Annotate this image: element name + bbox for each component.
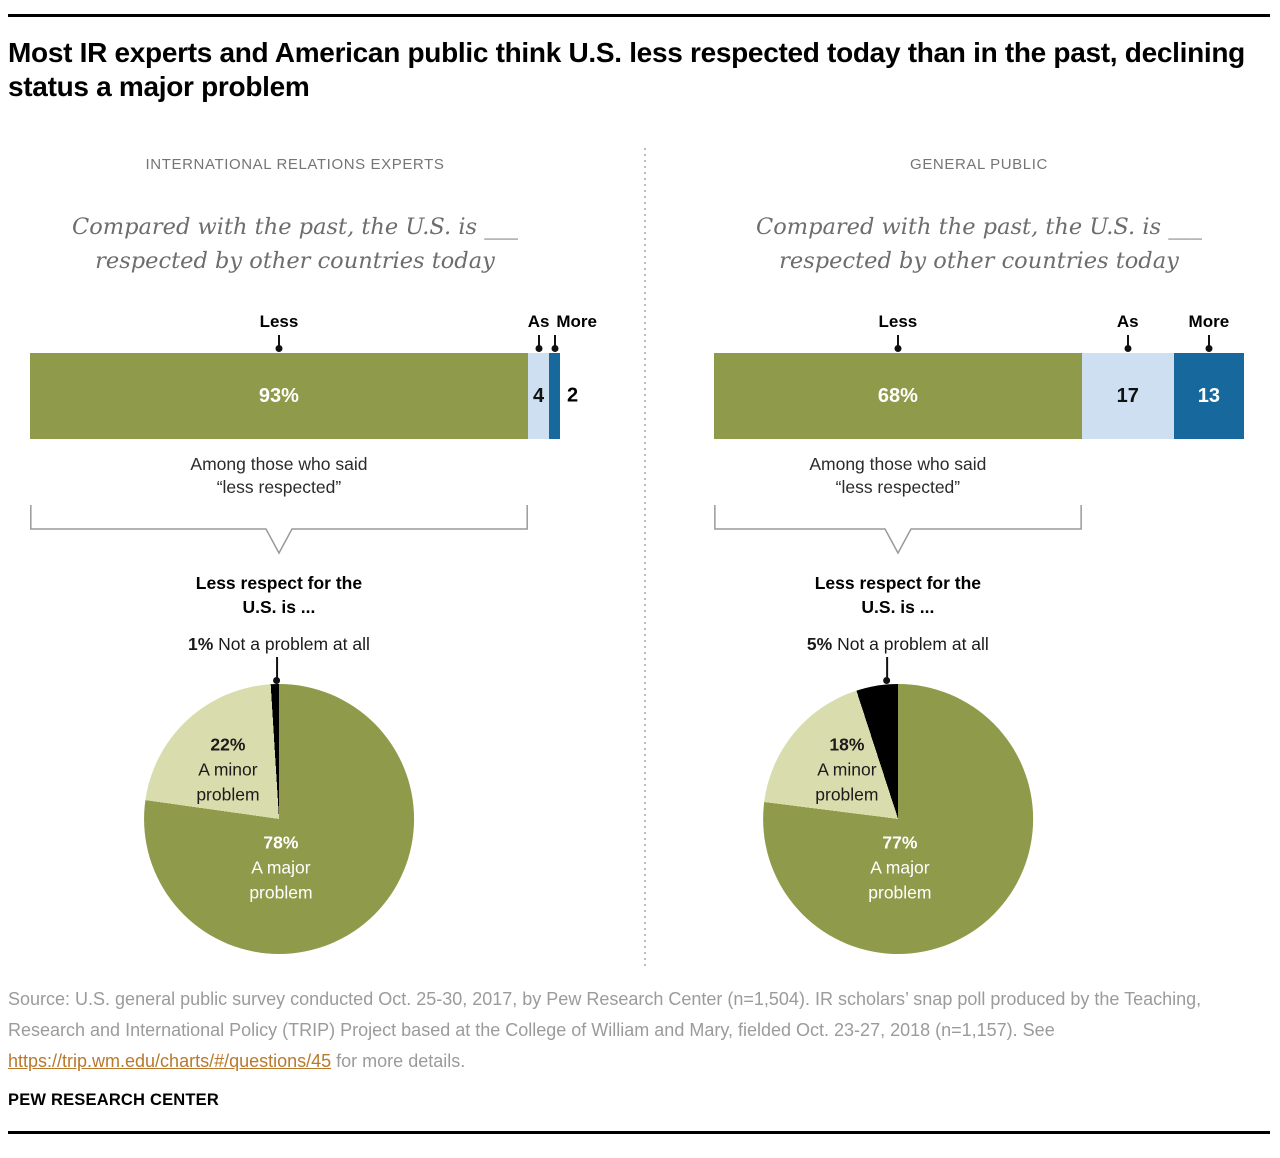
pointer-tick-more <box>554 335 556 348</box>
none-label: Not a problem at all <box>218 634 370 654</box>
minor-value: 22% <box>210 734 246 755</box>
none-value: 1% <box>187 634 214 654</box>
category-label-as: As <box>527 312 550 331</box>
minor-line1: A minor <box>817 759 877 780</box>
minor-slice-label <box>815 733 878 808</box>
source-note <box>8 984 1270 1077</box>
chart-title: Most IR experts and American public think U.S. less respected today than in the past, declining status a major problem <box>8 37 1245 102</box>
bar-value-less: 68% <box>877 384 918 407</box>
major-line1: A major <box>870 857 930 878</box>
panel-divider <box>644 148 646 966</box>
question-line2: respected by other countries today <box>779 248 1179 274</box>
callout-leader-line <box>886 657 888 684</box>
base-note <box>30 453 528 499</box>
category-label-as: As <box>1116 312 1139 331</box>
bar-segment-as <box>1082 353 1174 439</box>
source-text: Source: U.S. general public survey conducted Oct. 25-30, 2017, by Pew Research Center (n=1,504). IR scholars’ snap poll produced by the Teaching, Research and International Policy (TRIP) Project based at the College of William and Mary, fielded Oct. 23-27, 2018 (n=1,157). See <box>8 989 1202 1040</box>
major-line1: A major <box>251 857 311 878</box>
pie-kicker <box>714 571 1082 619</box>
bar-value-as: 4 <box>533 384 545 407</box>
leader-dot <box>273 677 280 684</box>
survey-question <box>714 210 1244 278</box>
pie-group <box>30 447 528 954</box>
panel-header: GENERAL PUBLIC <box>910 156 1048 173</box>
minor-slice-label <box>196 733 259 808</box>
pointer-tick-less <box>897 335 899 348</box>
source-link[interactable]: https://trip.wm.edu/charts/#/questions/45 <box>8 1051 332 1071</box>
footer <box>8 984 1270 1110</box>
base-note-line2: “less respected” <box>216 477 342 497</box>
base-note-line1: Among those who said <box>190 454 368 474</box>
category-label-less: Less <box>878 312 918 331</box>
bracket <box>714 503 1082 557</box>
callout-leader-line <box>276 657 278 684</box>
pie-kicker-line2: U.S. is ... <box>242 597 316 617</box>
bar-row <box>30 312 597 442</box>
panel-public <box>640 0 1280 980</box>
pie-kicker-line1: Less respect for the <box>195 573 363 593</box>
survey-question <box>30 210 560 278</box>
category-label-more: More <box>556 312 597 331</box>
none-callout <box>30 634 528 655</box>
major-slice-label <box>249 831 312 906</box>
none-callout <box>714 634 1082 655</box>
question-line1: Compared with the past, the U.S. is ___ <box>71 214 518 240</box>
stacked-bar <box>714 353 1244 439</box>
base-note-line2: “less respected” <box>835 477 961 497</box>
bar-value-more: 13 <box>1197 384 1220 407</box>
pointer-tick-more <box>1208 335 1210 348</box>
minor-line2: problem <box>815 784 879 805</box>
pie-group <box>714 447 1082 954</box>
minor-line1: A minor <box>198 759 258 780</box>
pie-chart <box>144 684 414 954</box>
none-value: 5% <box>806 634 833 654</box>
question-line1: Compared with the past, the U.S. is ___ <box>755 214 1202 240</box>
category-label-less: Less <box>259 312 299 331</box>
pointer-tick-less <box>278 335 280 348</box>
pie-kicker-line2: U.S. is ... <box>861 597 935 617</box>
bar-value-as: 17 <box>1116 384 1139 407</box>
panel-header: INTERNATIONAL RELATIONS EXPERTS <box>145 156 445 173</box>
bar-segment-as <box>528 353 549 439</box>
bar-segment-more <box>1174 353 1244 439</box>
base-note <box>714 453 1082 499</box>
bracket <box>30 503 528 557</box>
none-label: Not a problem at all <box>837 634 989 654</box>
major-line2: problem <box>249 882 313 903</box>
bottom-rule <box>8 1131 1270 1134</box>
major-line2: problem <box>868 882 932 903</box>
minor-line2: problem <box>196 784 260 805</box>
pie-kicker <box>30 571 528 619</box>
category-label-more: More <box>1188 312 1230 331</box>
bar-segment-less <box>714 353 1082 439</box>
stacked-bar <box>30 353 579 439</box>
pie-chart <box>763 684 1033 954</box>
brand: PEW RESEARCH CENTER <box>8 1091 219 1109</box>
major-value: 78% <box>263 832 299 853</box>
bar-segment-more <box>549 353 579 439</box>
bar-value-more: 2 <box>566 384 579 407</box>
source-text-after: for more details. <box>331 1051 466 1071</box>
bar-segment-less <box>30 353 528 439</box>
pointer-tick-as <box>538 335 540 348</box>
leader-dot <box>883 677 890 684</box>
major-slice-label <box>868 831 931 906</box>
pie-kicker-line1: Less respect for the <box>814 573 982 593</box>
minor-value: 18% <box>829 734 865 755</box>
base-note-line1: Among those who said <box>809 454 987 474</box>
bar-value-less: 93% <box>258 384 299 407</box>
bar-row <box>714 312 1244 442</box>
major-value: 77% <box>882 832 918 853</box>
question-line2: respected by other countries today <box>95 248 495 274</box>
pointer-tick-as <box>1127 335 1129 348</box>
panel-experts <box>0 0 640 980</box>
